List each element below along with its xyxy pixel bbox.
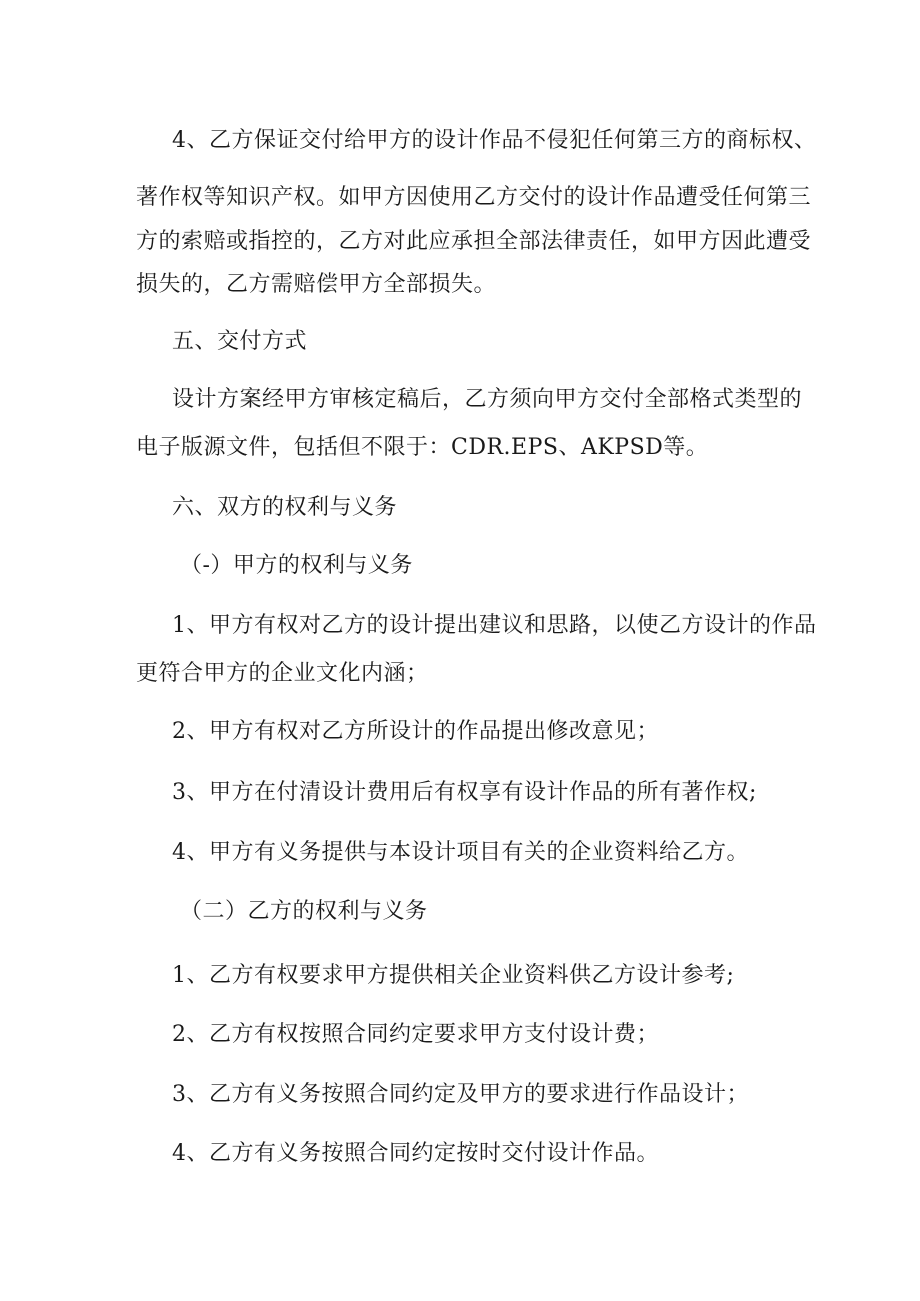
- party-a-item1-line-1: 1、甲方有权对乙方的设计提出建议和思路，以使乙方设计的作品: [172, 613, 817, 638]
- clause4-line-1: 4、乙方保证交付给甲方的设计作品不侵犯任何第三方的商标权、: [172, 128, 817, 153]
- clause4-line-4: 损失的，乙方需赔偿甲方全部损失。: [136, 272, 497, 297]
- party-a-item3: 3、甲方在付清设计费用后有权享有设计作品的所有著作权;: [172, 780, 757, 805]
- party-a-heading: （-）甲方的权利与义务: [180, 553, 413, 578]
- party-b-item1: 1、乙方有权要求甲方提供相关企业资料供乙方设计参考;: [172, 963, 735, 988]
- party-b-item3: 3、乙方有义务按照合同约定及甲方的要求进行作品设计；: [172, 1082, 749, 1107]
- clause4-line-2: 著作权等知识产权。如甲方因使用乙方交付的设计作品遭受任何第三: [136, 185, 812, 210]
- clause4-line-3: 方的索赔或指控的，乙方对此应承担全部法律责任，如甲方因此遭受: [136, 229, 812, 254]
- party-a-item4: 4、甲方有义务提供与本设计项目有关的企业资料给乙方。: [172, 840, 749, 865]
- party-b-item2: 2、乙方有权按照合同约定要求甲方支付设计费；: [172, 1022, 659, 1047]
- section5-heading: 五、交付方式: [172, 329, 308, 354]
- party-b-heading: （二）乙方的权利与义务: [180, 899, 428, 924]
- section6-heading: 六、双方的权利与义务: [172, 495, 398, 520]
- section5-line-2: 电子版源文件，包括但不限于：CDR.EPS、AKPSD等。: [136, 435, 709, 460]
- party-a-item1-line-2: 更符合甲方的企业文化内涵；: [136, 661, 429, 686]
- party-a-item2: 2、甲方有权对乙方所设计的作品提出修改意见；: [172, 719, 659, 744]
- section5-line-1: 设计方案经甲方审核定稿后，乙方须向甲方交付全部格式类型的: [172, 387, 803, 412]
- party-b-item4: 4、乙方有义务按照合同约定按时交付设计作品。: [172, 1141, 659, 1166]
